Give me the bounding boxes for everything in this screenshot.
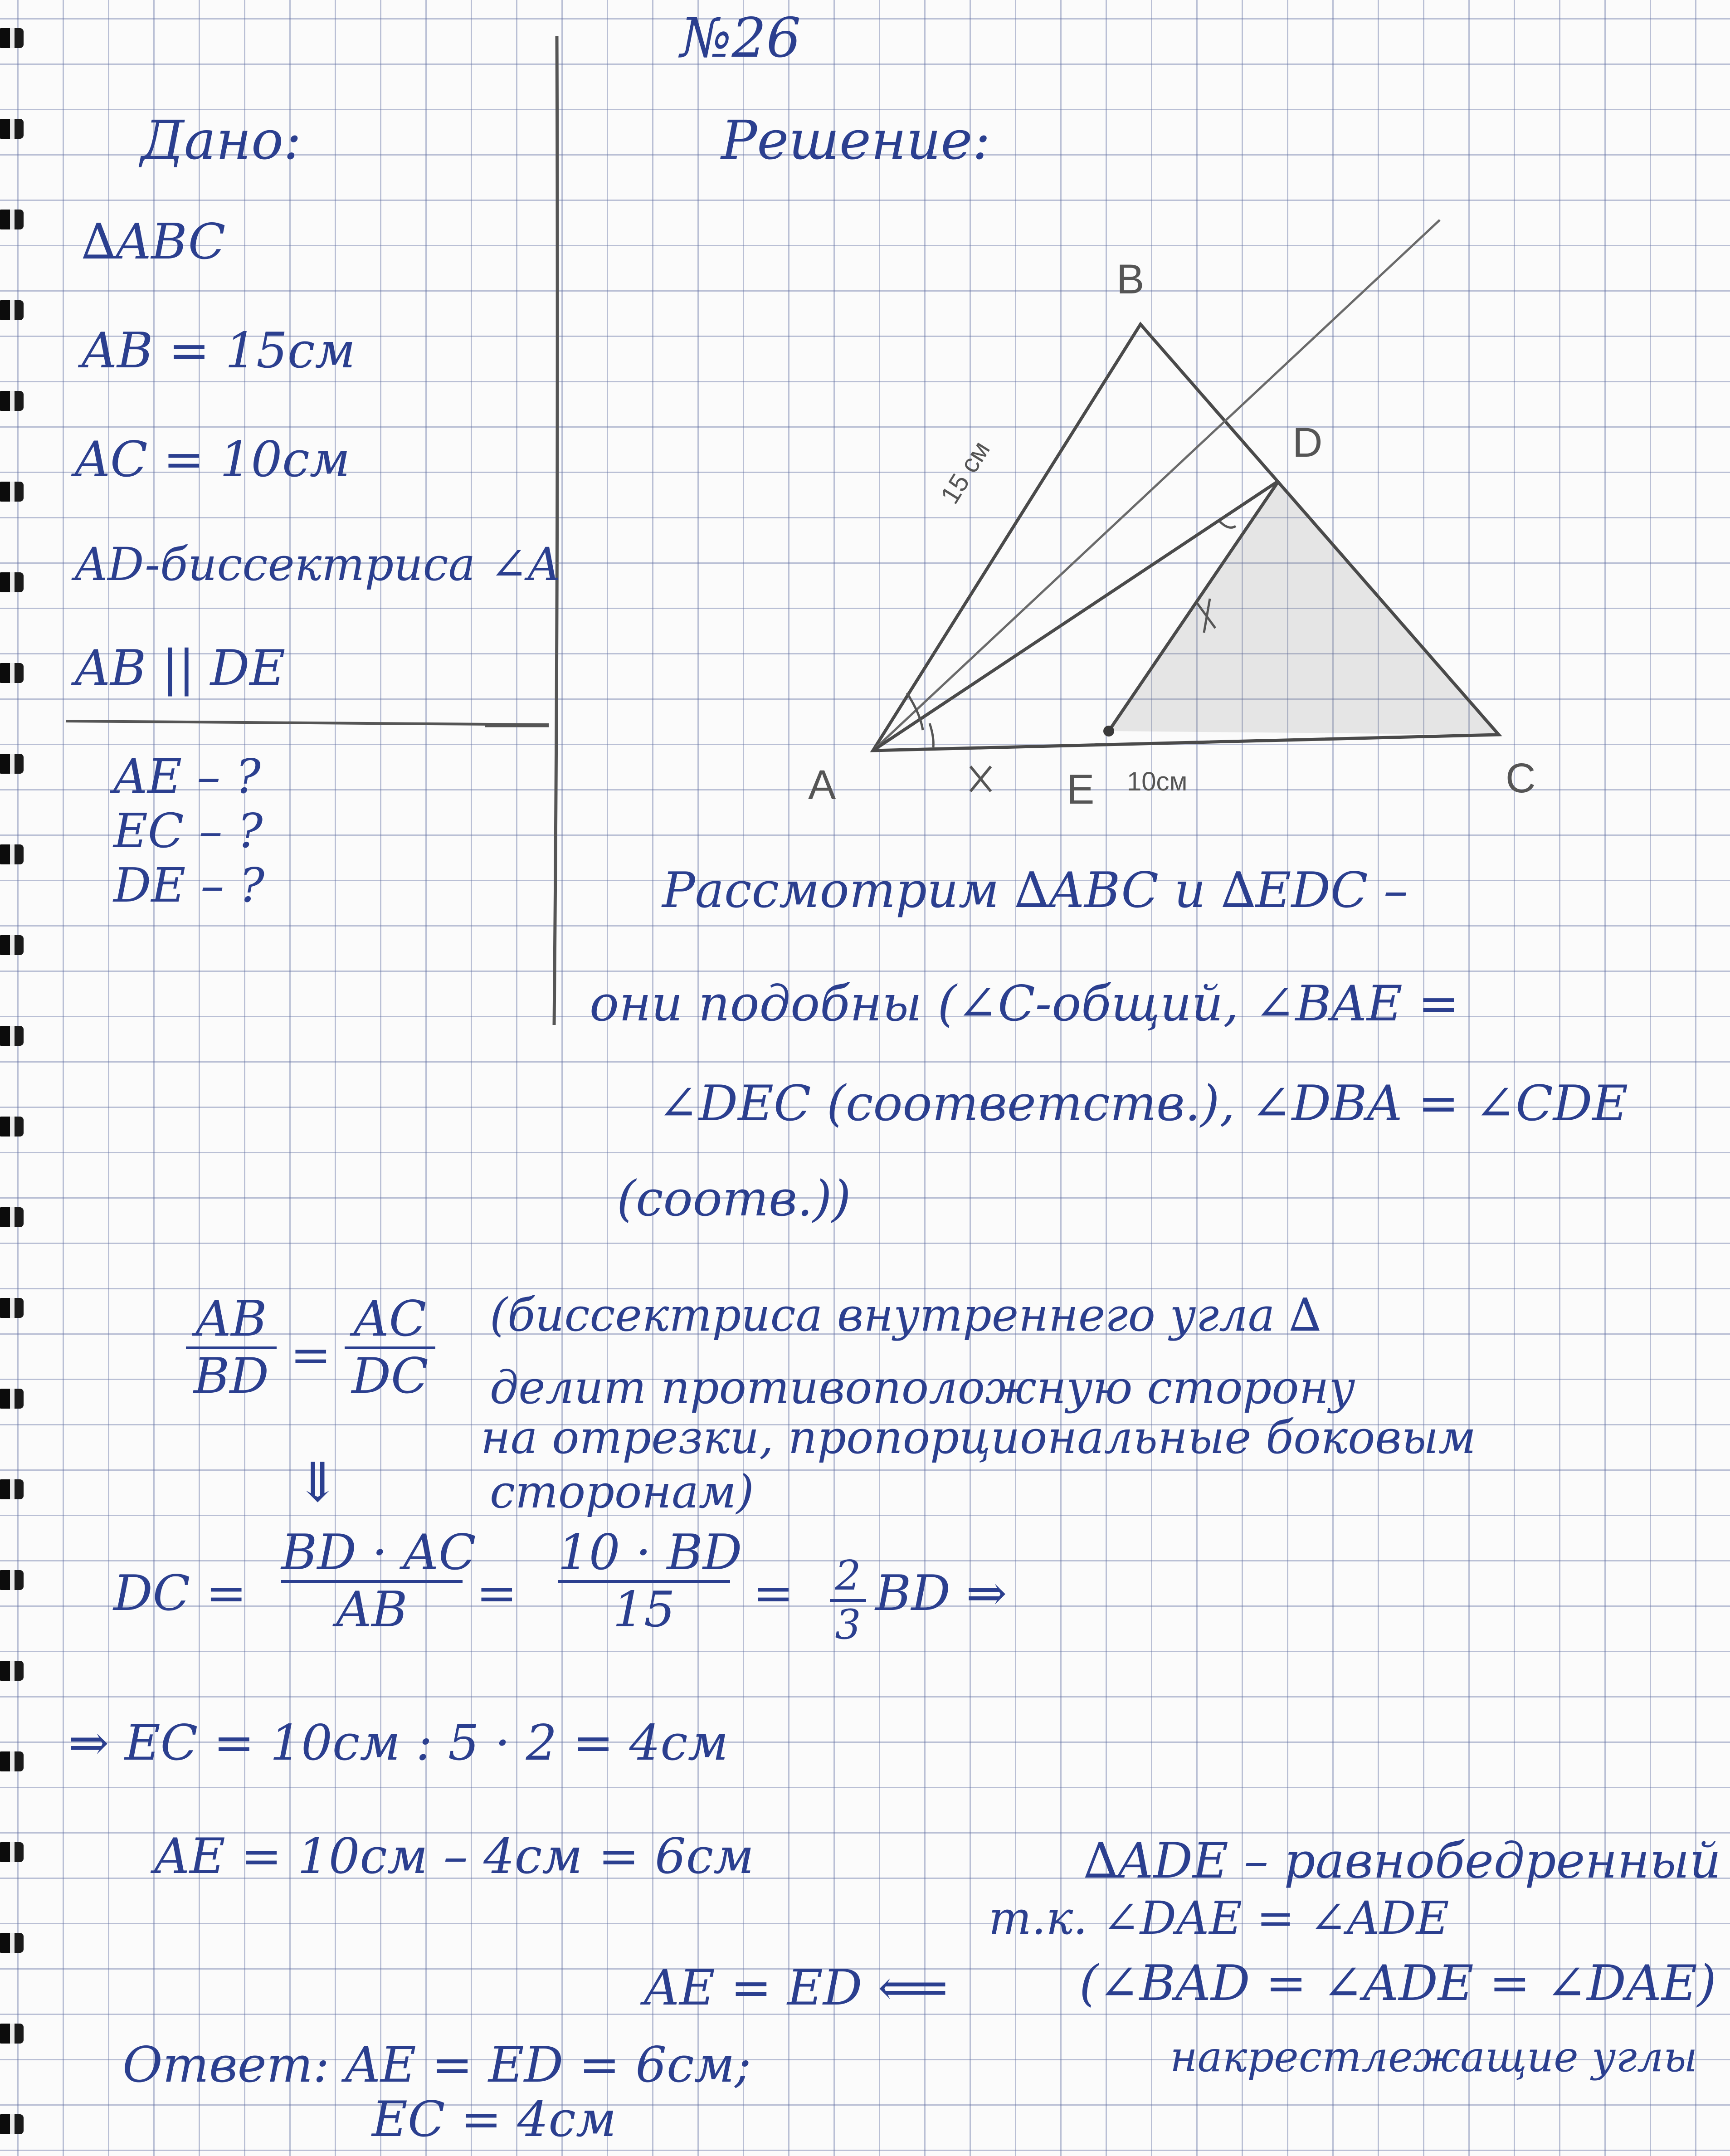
unknown-ae: AE – ? [113,749,261,804]
unknown-de: DE – ? [113,858,265,913]
dc-eq-2: = [753,1565,794,1622]
answer-line-2: EC = 4см [372,2091,617,2148]
solution-line-4: (соотв.)) [617,1171,851,1227]
solution-line-1: Рассмотрим ∆ABC и ∆EDC – [662,862,1408,919]
given-separator [66,721,549,725]
solution-line-2: они подобны (∠C-общий, ∠BAE = [590,976,1459,1032]
vertex-c-label: C [1506,755,1536,801]
solution-line-3: ∠DEC (соответств.), ∠DBA = ∠CDE [658,1075,1628,1132]
solution-line-6: делит противоположную сторону [490,1361,1355,1414]
ratio-ac-dc [345,1291,435,1405]
ratio-ab-bd [186,1291,277,1405]
ratio-num-2: AC [353,1291,427,1347]
dc-f1-den: AB [336,1581,408,1638]
isosceles-title: ∆ADE – равнобедренный [1084,1833,1721,1889]
side-ac-label: 10см [1127,767,1188,796]
dc-lhs: DC = [113,1565,247,1622]
solution-line-7: на отрезки, пропорциональные боковым [481,1411,1476,1464]
angle-mark-d [1220,522,1236,527]
side-ab-label: 15 см [935,436,996,509]
vertex-b-label: B [1116,256,1145,302]
vertex-d-label: D [1292,419,1323,466]
isosceles-reason: т.к. ∠DAE = ∠ADE [989,1892,1449,1945]
ratio-equals: = [290,1327,331,1384]
triangle-edc-shading [1109,481,1499,735]
problem-number: №26 [680,7,801,70]
given-title: Дано: [141,109,302,171]
dc-f1-num: BD · AC [281,1524,476,1581]
given-line-1: ∆ABC [82,214,226,270]
divider-vertical [554,36,557,1025]
ratio-den-1: BD [194,1348,269,1405]
given-line-5: AB || DE [75,640,286,697]
ae-line: AE = 10см – 4см = 6см [154,1828,754,1885]
implies-arrow: ⇓ [295,1451,341,1514]
isosceles-detail: (∠BAD = ∠ADE = ∠DAE) [1079,1955,1716,2012]
dc-f3-num: 2 [835,1552,861,1600]
dc-tail: BD ⇒ [875,1565,1007,1622]
tick-ae [970,766,991,791]
dc-fraction-1 [281,1524,476,1638]
dc-f2-num: 10 · BD [558,1524,742,1581]
dc-f3-den: 3 [835,1601,861,1649]
dc-fraction-2 [558,1524,742,1638]
dc-f2-den: 15 [613,1581,675,1638]
ratio-num-1: AB [195,1291,267,1347]
given-line-4: AD-биссектриса ∠A [75,538,561,591]
angle-arc-a2 [930,723,933,747]
ae-equals-ed: AE = ED ⟸ [644,1960,948,2016]
unknown-ec: EC – ? [113,803,263,858]
given-line-3: AC = 10см [75,431,351,488]
dc-fraction-3 [830,1552,866,1649]
answer-line-1: Ответ: AE = ED = 6см; [122,2037,751,2093]
vertex-a-label: A [808,762,836,808]
ratio-den-2: DC [351,1348,429,1405]
vertex-e-label: E [1067,766,1095,813]
solution-line-5: (биссектриса внутреннего угла ∆ [490,1288,1321,1341]
solution-line-8: сторонам) [490,1465,754,1518]
dc-eq-1: = [476,1565,517,1622]
given-line-2: AB = 15см [82,322,356,379]
point-e [1103,726,1114,737]
ec-line: ⇒ EC = 10см : 5 · 2 = 4см [68,1715,729,1771]
solution-title: Решение: [721,109,991,171]
isosceles-note: накрестлежащие углы [1170,2033,1698,2081]
